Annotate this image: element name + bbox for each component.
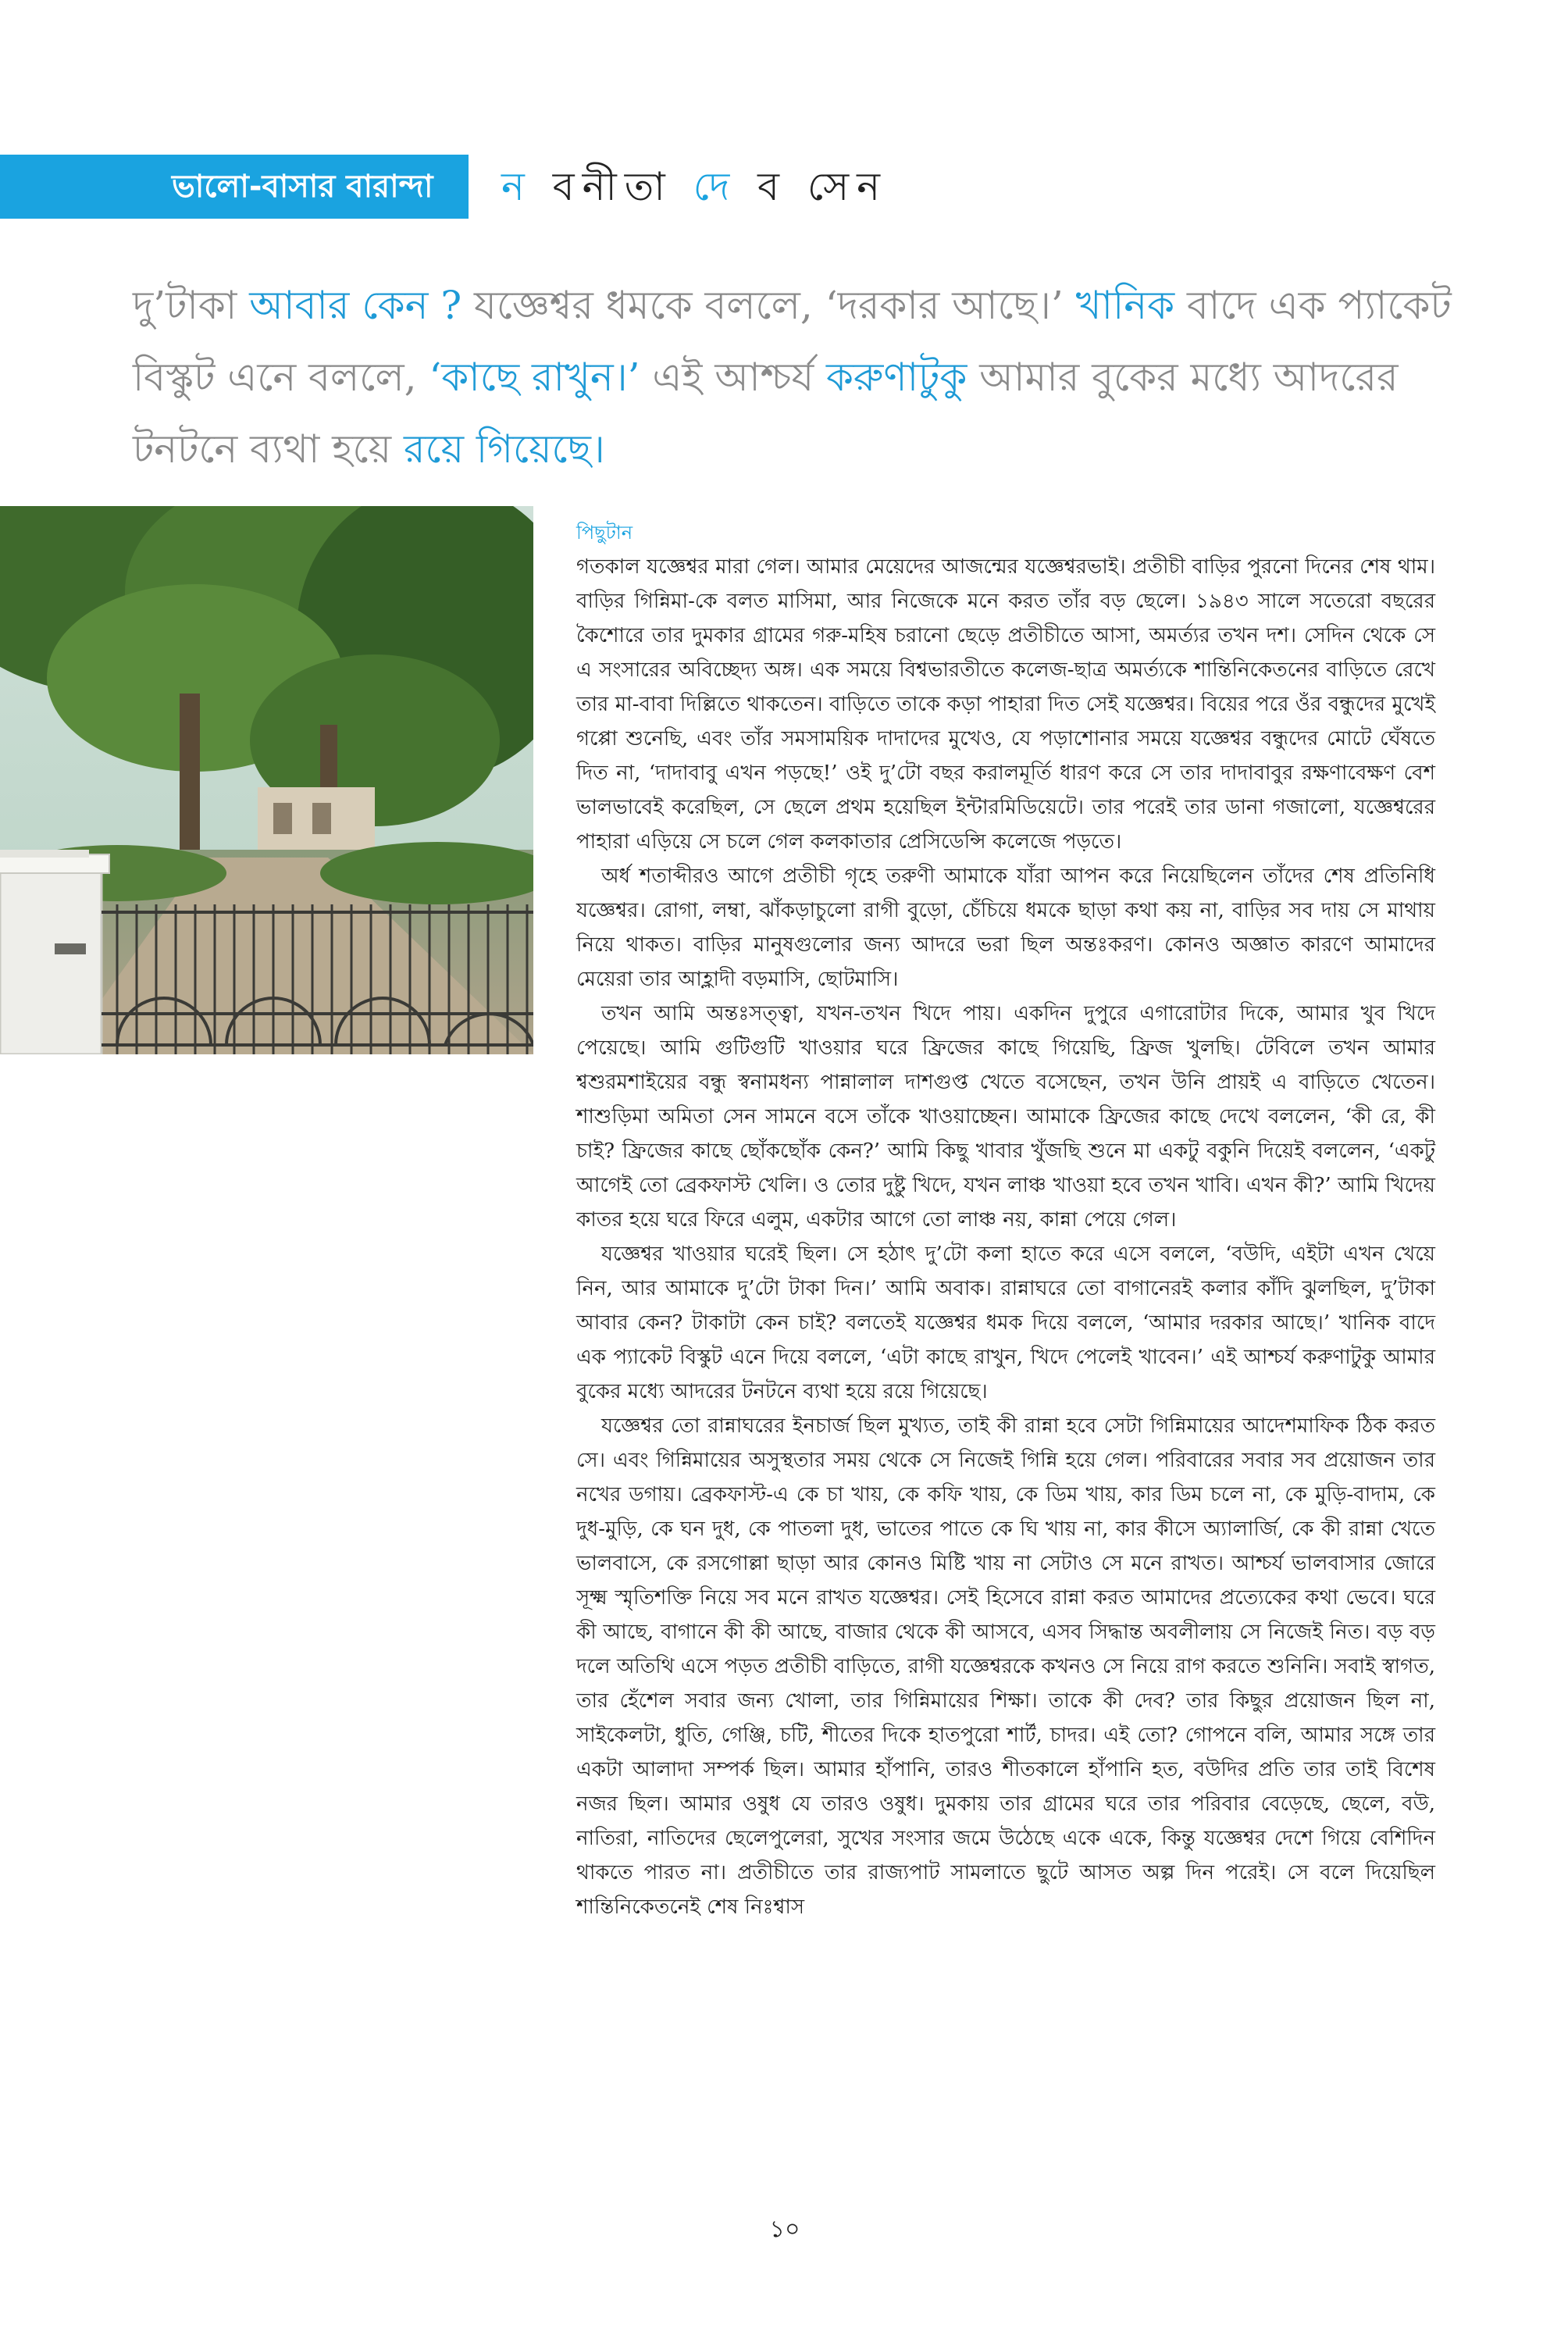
author-name-part-1: বনীতা [552,164,673,209]
pull-quote [133,269,1460,485]
pull-quote-text: বাদে এক প্যাকেট বিস্কুট এনে বললে, [133,283,1452,400]
author-name [501,155,888,219]
author-initial-2: দে [693,164,738,209]
pull-quote-text: এই আশ্চর্য [640,355,827,400]
author-initial-1: ন [501,164,533,209]
pull-quote-text: আমার বুকের মধ্যে আদরের টনটনে ব্যথা হয়ে [133,355,1399,472]
pull-quote-highlight: আবার কেন ? [249,283,462,328]
section-label: ভালো-বাসার বারান্দা [172,169,433,205]
article-body [576,515,1435,1924]
article-paragraph: গতকাল যজ্ঞেশ্বর মারা গেল। আমার মেয়েদের আজন্মের যজ্ঞেশ্বরভাই। প্রতীচী বাড়ির পুরনো দিনের শেষ থাম। বাড়ির গিন্নিমা-কে বলত মাসিমা, আর নিজেকে মনে করত তাঁর বড় ছেলে। ১৯৪৩ সালে সতেরো বছরের কৈশোরে তার দুমকার গ্রামের গরু-মহিষ চরানো ছেড়ে প্রতীচীতে আসা, অমর্ত্যর তখন দশ। সেদিন থেকে সে এ সংসারের অবিচ্ছেদ্য অঙ্গ। এক সময়ে বিশ্বভারতীতে কলেজ-ছাত্র অমর্ত্যকে শান্তিনিকেতনের বাড়িতে রেখে তার মা-বাবা দিল্লিতে থাকতেন। বাড়িতে তাকে কড়া পাহারা দিত সেই যজ্ঞেশ্বর। বিয়ের পরে ওঁর বন্ধুদের মুখেই গপ্পো শুনেছি, এবং তাঁর সমসাময়িক দাদাদের মুখেও, যে পড়াশোনার সময়ে যজ্ঞেশ্বর বন্ধুদের মোটে ঘেঁষতে দিত না, ‘দাদাবাবু এখন পড়ছে!’ ওই দু’টো বছর করালমূর্তি ধারণ করে সে তার দাদাবাবুর রক্ষণাবেক্ষণ বেশ ভালভাবেই করেছিল, সে ছেলে প্রথম হয়েছিল ইন্টারমিডিয়েটে। তার পরেই তার ডানা গজালো, যজ্ঞেশ্বরের পাহারা এড়িয়ে সে চলে গেল কলকাতার প্রেসিডেন্সি কলেজে পড়তে। [576,555,1435,854]
pull-quote-highlight: রয়ে গিয়েছে। [403,426,605,472]
page-number: ১০ [769,2216,800,2243]
pull-quote-highlight: ‘কাছে রাখুন।’ [429,355,640,400]
pull-quote-highlight: খানিক [1075,283,1175,328]
article-paragraph: যজ্ঞেশ্বর তো রান্নাঘরের ইনচার্জ ছিল মুখ্যত, তাই কী রান্না হবে সেটা গিন্নিমায়ের আদেশমাফিক ঠিক করত সে। এবং গিন্নিমায়ের অসুস্থতার সময় থেকে সে নিজেই গিন্নি হয়ে গেল। পরিবারের সবার সব প্রয়োজন তার নখের ডগায়। ব্রেকফাস্ট-এ কে চা খায়, কে কফি খায়, কে ডিম খায়, কার ডিম চলে না, কে মুড়ি-বাদাম, কে দুধ-মুড়ি, কে ঘন দুধ, কে পাতলা দুধ, ভাতের পাতে কে ঘি খায় না, কার কীসে অ্যালার্জি, কে কী রান্না খেতে ভালবাসে, কে রসগোল্লা ছাড়া আর কোনও মিষ্টি খায় না সেটাও সে মনে রাখত। আশ্চর্য ভালবাসার জোরে সূক্ষ্ম স্মৃতিশক্তি নিয়ে সব মনে রাখত যজ্ঞেশ্বর। সেই হিসেবে রান্না করত আমাদের প্রত্যেকের কথা ভেবে। ঘরে কী আছে, বাগানে কী কী আছে, বাজার থেকে কী আসবে, এসব সিদ্ধান্ত অবলীলায় সে নিজেই নিত। বড় বড় দলে অতিথি এসে পড়ত প্রতীচী বাড়িতে, রাগী যজ্ঞেশ্বরকে কখনও সে নিয়ে রাগ করতে শুনিনি। সবাই স্বাগত, তার হেঁশেল সবার জন্য খোলা, তার গিন্নিমায়ের শিক্ষা। তাকে কী দেব? তার কিছুর প্রয়োজন ছিল না, সাইকেলটা, ধুতি, গেঞ্জি, চটি, শীতের দিকে হাতপুরো শার্ট, চাদর। এই তো? গোপনে বলি, আমার সঙ্গে তার একটা আলাদা সম্পর্ক ছিল। আমার হাঁপানি, তারও শীতকালে হাঁপানি হত, বউদির প্রতি তার তাই বিশেষ নজর ছিল। আমার ওষুধ যে তারও ওষুধ। দুমকায় তার গ্রামের ঘরে তার পরিবার বেড়েছে, ছেলে, বউ, নাতিরা, নাতিদের ছেলেপুলেরা, সুখের সংসার জমে উঠেছে একে একে, কিন্তু যজ্ঞেশ্বর দেশে গিয়ে বেশিদিন থাকতে পারত না। প্রতীচীতে তার রাজ্যপাট সামলাতে ছুটে আসত অল্প দিন পরেই। সে বলে দিয়েছিল শান্তিনিকেতনেই শেষ নিঃশ্বাস [576,1414,1435,1919]
pull-quote-highlight: করুণাটুকু [826,355,968,400]
pull-quote-text: যজ্ঞেশ্বর ধমকে বললে, ‘দরকার আছে।’ [461,283,1076,328]
garden-gate-photo [0,506,533,1054]
article-paragraph: যজ্ঞেশ্বর খাওয়ার ঘরেই ছিল। সে হঠাৎ দু’টো কলা হাতে করে এসে বললে, ‘বউদি, এইটা এখন খেয়ে নিন, আর আমাকে দু’টো টাকা দিন।’ আমি অবাক। রান্নাঘরে তো বাগানেরই কলার কাঁদি ঝুলছিল, দু’টাকা আবার কেন? টাকাটা কেন চাই? বলতেই যজ্ঞেশ্বর ধমক দিয়ে বললে, ‘আমার দরকার আছে।’ খানিক বাদে এক প্যাকেট বিস্কুট এনে দিয়ে বললে, ‘এটা কাছে রাখুন, খিদে পেলেই খাবেন।’ এই আশ্চর্য করুণাটুকু আমার বুকের মধ্যে আদরের টনটনে ব্যথা হয়ে রয়ে গিয়েছে। [576,1243,1435,1403]
article-kicker: পিছুটান [576,522,633,544]
article-paragraph: তখন আমি অন্তঃসত্ত্বা, যখন-তখন খিদে পায়। একদিন দুপুরে এগারোটার দিকে, আমার খুব খিদে পেয়েছে। আমি গুটিগুটি খাওয়ার ঘরে ফ্রিজের কাছে গিয়েছি, ফ্রিজ খুলছি। টেবিলে তখন আমার শ্বশুরমশাইয়ের বন্ধু স্বনামধন্য পান্নালাল দাশগুপ্ত খেতে বসেছেন, তখন উনি প্রায়ই এ বাড়িতে খেতেন। শাশুড়িমা অমিতা সেন সামনে বসে তাঁকে খাওয়াচ্ছেন। আমাকে ফ্রিজের কাছে দেখে বললেন, ‘কী রে, কী চাই? ফ্রিজের কাছে ছোঁকছোঁক কেন?’ আমি কিছু খাবার খুঁজছি শুনে মা একটু বকুনি দিয়েই বললেন, ‘একটু আগেই তো ব্রেকফাস্ট খেলি। ও তোর দুষ্টু খিদে, যখন লাঞ্চ খাওয়া হবে তখন খাবি। এখন কী?’ আমি খিদেয় কাতর হয়ে ঘরে ফিরে এলুম, একটার আগে তো লাঞ্চ নয়, কান্না পেয়ে গেল। [576,1002,1435,1232]
author-name-part-2: ব সেন [757,164,889,209]
pull-quote-text: দু’টাকা [133,283,250,328]
article-paragraph: অর্ধ শতাব্দীরও আগে প্রতীচী গৃহে তরুণী আমাকে যাঁরা আপন করে নিয়েছিলেন তাঁদের শেষ প্রতিনিধি যজ্ঞেশ্বর। রোগা, লম্বা, ঝাঁকড়াচুলো রাগী বুড়ো, চেঁচিয়ে ধমকে ছাড়া কথা কয় না, বাড়ির সব দায় সে মাথায় নিয়ে থাকত। বাড়ির মানুষগুলোর জন্য আদরে ভরা ছিল অন্তঃকরণ। কোনও অজ্ঞাত কারণে আমাদের মেয়েরা তার আহ্লাদী বড়মাসি, ছোটমাসি। [576,865,1436,991]
